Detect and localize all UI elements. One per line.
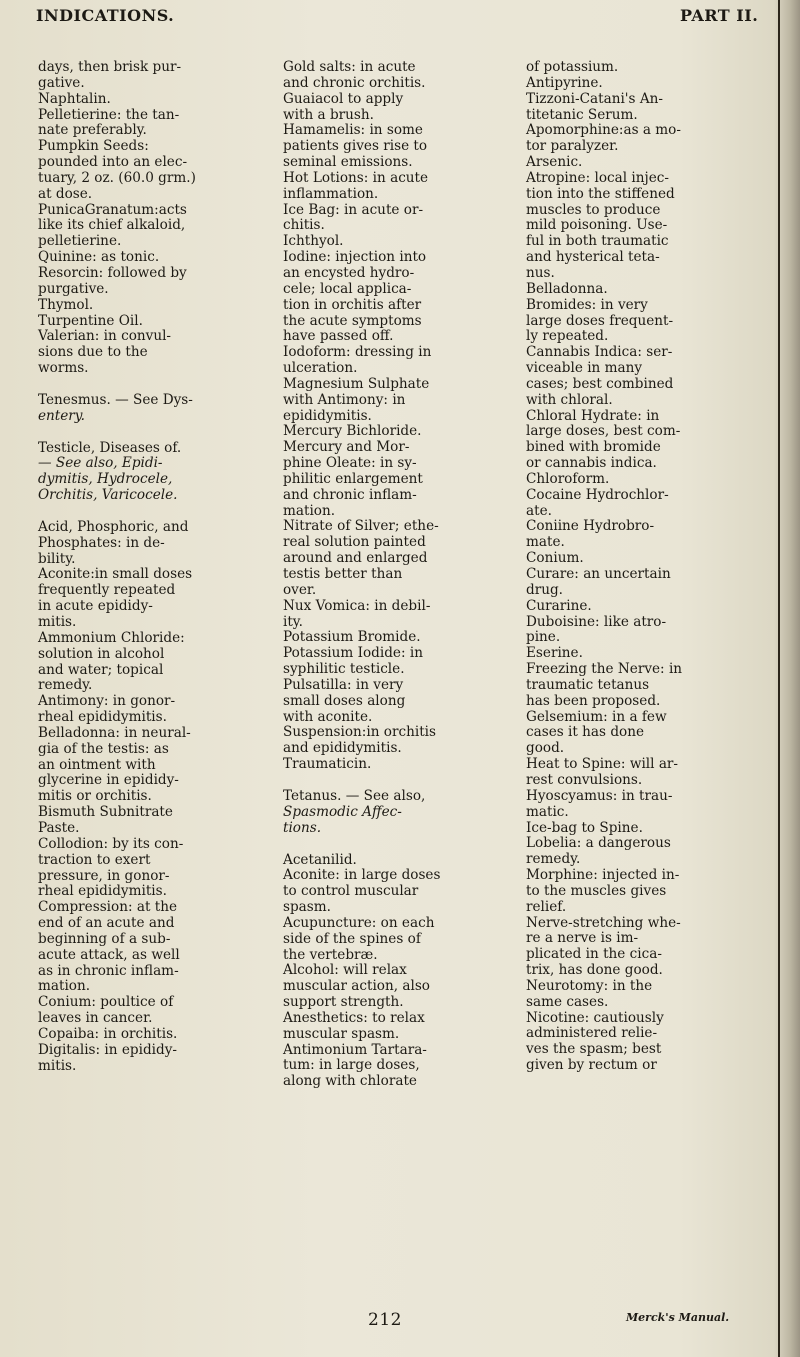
text-line: re a nerve is im- [526, 930, 639, 947]
text-line: pressure, in gonor- [38, 867, 170, 884]
text-line: trix, has done good. [526, 962, 663, 979]
text-line: matic. [526, 803, 569, 820]
text-line: glycerine in epididy- [38, 772, 179, 789]
text-line: Potassium Bromide. [283, 629, 421, 646]
running-head-right: PART II. [680, 6, 759, 25]
text-line: and hysterical teta- [526, 249, 660, 266]
text-line: mitis or orchitis. [38, 788, 152, 805]
text-line: — See also, Epidi- [38, 455, 163, 472]
text-line: Aconite:in small doses [38, 566, 193, 583]
text-line: Atropine: local injec- [526, 169, 669, 186]
text-line: muscles to produce [526, 201, 661, 218]
text-line: Bromides: in very [526, 296, 648, 313]
text-line: with aconite. [283, 708, 373, 725]
text-line: has been proposed. [526, 692, 661, 709]
text-line: frequently repeated [38, 582, 176, 599]
text-line: epididymitis. [283, 407, 372, 424]
text-line: Nicotine: cautiously [526, 1009, 664, 1026]
text-line: pine. [526, 629, 561, 646]
text-line: titetanic Serum. [526, 106, 638, 123]
text-line: good. [526, 740, 565, 757]
text-line: bility. [38, 550, 76, 567]
text-line: drug. [526, 581, 563, 598]
text-line: ves the spasm; best [526, 1041, 662, 1058]
text-column-2 [283, 60, 508, 1090]
text-line: cases it has done [526, 724, 645, 741]
text-line: sions due to the [38, 344, 148, 361]
text-line: Paste. [38, 819, 80, 836]
text-line: Heat to Spine: will ar- [526, 756, 679, 773]
text-line: with chloral. [526, 391, 613, 408]
text-line: Ice Bag: in acute or- [283, 201, 424, 218]
text-line: ful in both traumatic [526, 233, 669, 250]
text-line: and water; topical [38, 661, 164, 678]
text-line: chitis. [283, 217, 325, 234]
text-line: Hot Lotions: in acute [283, 169, 429, 186]
text-line: Cocaine Hydrochlor- [526, 486, 669, 503]
text-line: remedy. [526, 851, 581, 868]
text-line: relief. [526, 898, 567, 915]
text-line: and epididymitis. [283, 740, 402, 757]
text-line: plicated in the cica- [526, 946, 662, 963]
text-line: tor paralyzer. [526, 138, 619, 155]
text-line: Nux Vomica: in debil- [283, 597, 431, 614]
text-line: bined with bromide [526, 439, 661, 456]
text-line: Pelletierine: the tan- [38, 106, 180, 123]
text-line: Mercury and Mor- [283, 439, 410, 456]
text-line: given by rectum or [526, 1057, 657, 1074]
text-line: to control muscular [283, 883, 419, 900]
text-line: rheal epididymitis. [38, 709, 167, 726]
text-line: Ammonium Chloride: [38, 629, 185, 646]
text-line: Resorcin: followed by [38, 264, 187, 281]
text-line: Copaiba: in orchitis. [38, 1025, 178, 1042]
text-line: Eserine. [526, 645, 583, 662]
text-line: Cannabis Indica: ser- [526, 344, 673, 361]
text-line: beginning of a sub- [38, 930, 171, 947]
text-line: large doses frequent- [526, 312, 674, 329]
text-line: traction to exert [38, 851, 151, 868]
blank-line [38, 425, 248, 441]
text-line: viceable in many [526, 360, 643, 377]
text-line: Turpentine Oil. [38, 312, 143, 329]
text-line: Naphtalin. [38, 90, 111, 107]
text-line: Apomorphine:as a mo- [526, 122, 681, 139]
text-line: remedy. [38, 677, 93, 694]
text-line: entery. [38, 407, 85, 424]
text-line: Antimonium Tartara- [283, 1041, 427, 1058]
text-line: spasm. [283, 899, 331, 916]
text-line: Freezing the Nerve: in [526, 661, 683, 678]
text-line: Traumaticin. [283, 756, 372, 773]
printer-signature: Merck's Manual. [626, 1311, 730, 1324]
text-line: at dose. [38, 185, 93, 202]
text-line: Pulsatilla: in very [283, 676, 404, 693]
text-line: Duboisine: like atro- [526, 613, 667, 630]
text-line: tions. [283, 819, 322, 836]
text-line: patients gives rise to [283, 138, 428, 155]
text-line: Arsenic. [526, 154, 583, 171]
text-line: Chloroform. [526, 470, 610, 487]
text-line: Morphine: injected in- [526, 867, 680, 884]
text-line: Nitrate of Silver; ethe- [283, 518, 439, 535]
text-line: solution in alcohol [38, 645, 165, 662]
text-line: support strength. [283, 994, 404, 1011]
blank-line [38, 377, 248, 393]
text-line: PunicaGranatum:acts [38, 201, 187, 218]
text-line: mation. [38, 978, 91, 995]
text-line: Valerian: in convul- [38, 328, 172, 345]
text-line: Conium: poultice of [38, 994, 174, 1011]
text-line: Hyoscyamus: in trau- [526, 787, 673, 804]
text-line: over. [283, 581, 317, 598]
text-line: Quinine: as tonic. [38, 249, 160, 266]
text-line: Aconite: in large doses [283, 867, 441, 884]
text-line: cele; local applica- [283, 280, 412, 297]
text-line: in acute epididy- [38, 598, 153, 615]
text-line: Mercury Bichloride. [283, 423, 422, 440]
text-line: Chloral Hydrate: in [526, 407, 660, 424]
text-line: inflammation. [283, 185, 379, 202]
text-line: Gold salts: in acute [283, 59, 416, 75]
text-line: Neurotomy: in the [526, 977, 653, 994]
text-line: worms. [38, 360, 89, 377]
text-line: tum: in large doses, [283, 1057, 420, 1074]
text-line: tion in orchitis after [283, 296, 422, 313]
text-line: Belladonna: in neural- [38, 724, 191, 741]
text-line: muscular action, also [283, 978, 430, 995]
text-line: real solution painted [283, 534, 426, 551]
text-line: Curarine. [526, 597, 592, 614]
text-line: phine Oleate: in sy- [283, 455, 417, 472]
text-line: leaves in cancer. [38, 1010, 153, 1027]
text-line: mation. [283, 502, 336, 519]
text-line: administered relie- [526, 1025, 658, 1042]
text-line: Acupuncture: on each [283, 914, 435, 931]
text-line: traumatic tetanus [526, 676, 650, 693]
text-line: Acid, Phosphoric, and [38, 518, 189, 535]
text-line: along with chlorate [283, 1073, 417, 1090]
text-line: ate. [526, 502, 552, 519]
text-line: Tizzoni-Catani's An- [526, 90, 663, 107]
text-line: Orchitis, Varicocele. [38, 487, 178, 504]
text-line: Suspension:in orchitis [283, 724, 436, 741]
text-line: or cannabis indica. [526, 455, 657, 472]
text-line: Potassium Iodide: in [283, 645, 423, 662]
text-line: seminal emissions. [283, 154, 413, 171]
text-line: side of the spines of [283, 930, 421, 947]
text-line: Digitalis: in epididy- [38, 1041, 177, 1058]
text-line: purgative. [38, 280, 109, 297]
text-line: tion into the stiffened [526, 185, 675, 202]
text-line: Hamamelis: in some [283, 122, 423, 139]
blank-line [283, 837, 508, 853]
text-line: Antipyrine. [526, 74, 603, 91]
text-line: Iodoform: dressing in [283, 344, 432, 361]
text-line: Alcohol: will relax [283, 962, 407, 979]
text-line: Spasmodic Affec- [283, 803, 402, 820]
page-edge-line [778, 0, 780, 1357]
text-line: an ointment with [38, 756, 156, 773]
text-line: and chronic inflam- [283, 486, 417, 503]
text-line: Lobelia: a dangerous [526, 835, 671, 852]
text-line: Thymol. [38, 296, 94, 313]
text-line: ity. [283, 613, 304, 630]
text-line: Testicle, Diseases of. [38, 439, 182, 456]
running-head-left: INDICATIONS. [36, 6, 175, 25]
text-line: Gelsemium: in a few [526, 708, 667, 725]
text-line: gia of the testis: as [38, 740, 169, 757]
text-line: dymitis, Hydrocele, [38, 471, 173, 488]
text-line: same cases. [526, 993, 609, 1010]
text-line: Magnesium Sulphate [283, 375, 430, 392]
text-line: Collodion: by its con- [38, 835, 184, 852]
text-line: Coniine Hydrobro- [526, 518, 655, 535]
text-column-3 [526, 60, 756, 1074]
text-line: mate. [526, 534, 565, 551]
text-line: the vertebræ. [283, 946, 378, 963]
text-line: testis better than [283, 566, 403, 582]
text-line: rest convulsions. [526, 771, 643, 788]
text-line: around and enlarged [283, 550, 428, 567]
text-line: tuary, 2 oz. (60.0 grm.) [38, 169, 196, 186]
text-line: Acetanilid. [283, 851, 357, 868]
text-line: syphilitic testicle. [283, 661, 405, 678]
text-line: gative. [38, 74, 85, 91]
text-line: to the muscles gives [526, 882, 667, 899]
text-line: Compression: at the [38, 899, 178, 916]
text-line: Nerve-stretching whe- [526, 914, 681, 931]
blank-line [38, 504, 248, 520]
text-line: ly repeated. [526, 328, 609, 345]
text-line: pelletierine. [38, 233, 122, 250]
text-line: philitic enlargement [283, 470, 423, 487]
text-line: Guaiacol to apply [283, 90, 404, 107]
text-line: as in chronic inflam- [38, 962, 179, 979]
text-line: days, then brisk pur- [38, 59, 182, 75]
text-line: nate preferably. [38, 122, 147, 139]
text-line: Phosphates: in de- [38, 534, 165, 551]
text-line: cases; best combined [526, 375, 674, 392]
text-line: Antimony: in gonor- [38, 693, 176, 710]
text-line: large doses, best com- [526, 423, 681, 440]
text-line: muscular spasm. [283, 1025, 400, 1042]
text-line: with Antimony: in [283, 391, 406, 408]
text-line: mitis. [38, 1057, 77, 1074]
text-line: ulceration. [283, 360, 358, 377]
text-line: end of an acute and [38, 915, 175, 932]
text-line: small doses along [283, 692, 406, 709]
text-line: Tenesmus. — See Dys- [38, 391, 193, 408]
text-line: Pumpkin Seeds: [38, 138, 149, 155]
text-line: nus. [526, 264, 555, 281]
text-line: pounded into an elec- [38, 154, 188, 171]
blank-line [283, 773, 508, 789]
text-line: acute attack, as well [38, 946, 180, 963]
text-line: Anesthetics: to relax [283, 1009, 425, 1026]
text-line: Belladonna. [526, 280, 608, 297]
text-line: Curare: an uncertain [526, 566, 671, 582]
text-line: Tetanus. — See also, [283, 787, 426, 804]
text-line: Ice-bag to Spine. [526, 819, 643, 836]
text-line: the acute symptoms [283, 312, 422, 329]
text-line: have passed off. [283, 328, 394, 345]
text-line: of potassium. [526, 59, 619, 75]
text-line: an encysted hydro- [283, 264, 415, 281]
text-line: Ichthyol. [283, 233, 344, 250]
text-line: rheal epididymitis. [38, 883, 167, 900]
text-line: Bismuth Subnitrate [38, 804, 173, 821]
text-line: with a brush. [283, 106, 374, 123]
text-line: and chronic orchitis. [283, 74, 426, 91]
text-line: Conium. [526, 550, 584, 567]
text-line: mitis. [38, 614, 77, 630]
text-column-1 [38, 60, 248, 1074]
text-line: Iodine: injection into [283, 249, 427, 266]
text-line: mild poisoning. Use- [526, 217, 668, 234]
page-number: 212 [368, 1310, 402, 1330]
text-line: like its chief alkaloid, [38, 217, 186, 234]
